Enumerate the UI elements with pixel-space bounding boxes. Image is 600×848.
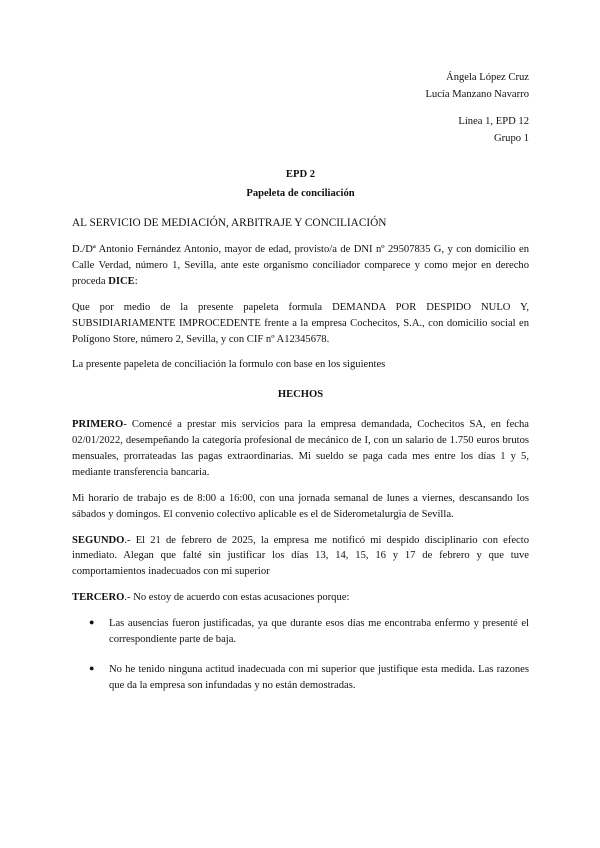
bullet-icon: ● (89, 662, 95, 673)
primero-paragraph (72, 417, 529, 481)
schedule-paragraph: Mi horario de trabajo es de 8:00 a 16:00, con una jornada semanal de lunes a viernes, descansando los sábados y domingos. El convenio colectivo aplicable es el de Siderometalurgia de Sevilla. (72, 492, 529, 520)
dice-keyword: DICE (108, 275, 135, 287)
header-spacer (425, 104, 529, 114)
author-name-1: Ángela López Cruz (446, 72, 529, 83)
bullet-icon: ● (89, 617, 95, 628)
segundo-label: SEGUNDO (72, 534, 125, 546)
tercero-label: TERCERO (72, 592, 125, 604)
tercero-paragraph (72, 590, 529, 606)
reasons-list (72, 616, 529, 694)
list-item-text: No he tenido ninguna actitud inadecuada con mi superior que justifique esta medida. Las razones que da la empresa son infundadas y no están demostradas. (109, 663, 529, 691)
addressee-heading: AL SERVICIO DE MEDIACIÓN, ARBITRAJE Y CONCILIACIÓN (72, 217, 387, 230)
list-item (72, 616, 529, 648)
document-body (72, 165, 529, 708)
author-header (425, 70, 529, 148)
author-name-2: Lucía Manzano Navarro (425, 88, 529, 100)
intro-text: D./Dª Antonio Fernández Antonio, mayor de edad, provisto/a de DNI nº 29507835 G, y con domicilio en Calle Verdad, número 1, Sevilla, ante este organismo conciliador comparece y como mejor en derecho proceda (72, 244, 529, 287)
group-line: Grupo 1 (493, 132, 529, 144)
primero-text: - Comencé a prestar mis servicios para la empresa demandada, Cochecitos SA, en fecha 02/01/2022, desempeñando la categoría profesional de mecánico de I, con un salario de 1.750 euros brutos mensuales, prorrateadas las pagas extraordinarias. Mi sueldo se paga cada mes entre los días 1 y 5, mediante transferencia bancaria. (72, 419, 529, 478)
intro-paragraph (72, 242, 529, 290)
list-item (72, 662, 529, 694)
demand-paragraph: Que por medio de la presente papeleta formula DEMANDA POR DESPIDO NULO Y, SUBSIDIARIAMENTE IMPROCEDENTE frente a la empresa Cochecitos, S.A., con domicilio social en Polígono Store, número 2, Sevilla, y con CIF nº A12345678. (72, 301, 529, 345)
document-title: EPD 2 (285, 169, 316, 180)
course-line: Línea 1, EPD 12 (458, 115, 529, 127)
list-item-text: Las ausencias fueron justificadas, ya que durante esos días me encontraba enfermo y presenté el correspondiente parte de baja. (109, 618, 529, 645)
tercero-text: .- No estoy de acuerdo con estas acusaciones porque: (124, 592, 350, 604)
segundo-paragraph (72, 533, 529, 581)
segundo-text: .- El 21 de febrero de 2025, la empresa me notificó mi despido disciplinario con efecto inmediato. Alegan que falté sin justificar los días 13, 14, 15, 16 y 17 de febrero y que tuve comportamientos inadecuados con mi superior (72, 534, 529, 578)
hechos-heading: HECHOS (277, 389, 324, 401)
document-subtitle: Papeleta de conciliación (246, 188, 355, 200)
primero-label: PRIMERO (72, 419, 124, 431)
base-paragraph: La presente papeleta de conciliación la formulo con base en los siguientes (72, 359, 386, 371)
intro-colon: : (134, 275, 138, 287)
